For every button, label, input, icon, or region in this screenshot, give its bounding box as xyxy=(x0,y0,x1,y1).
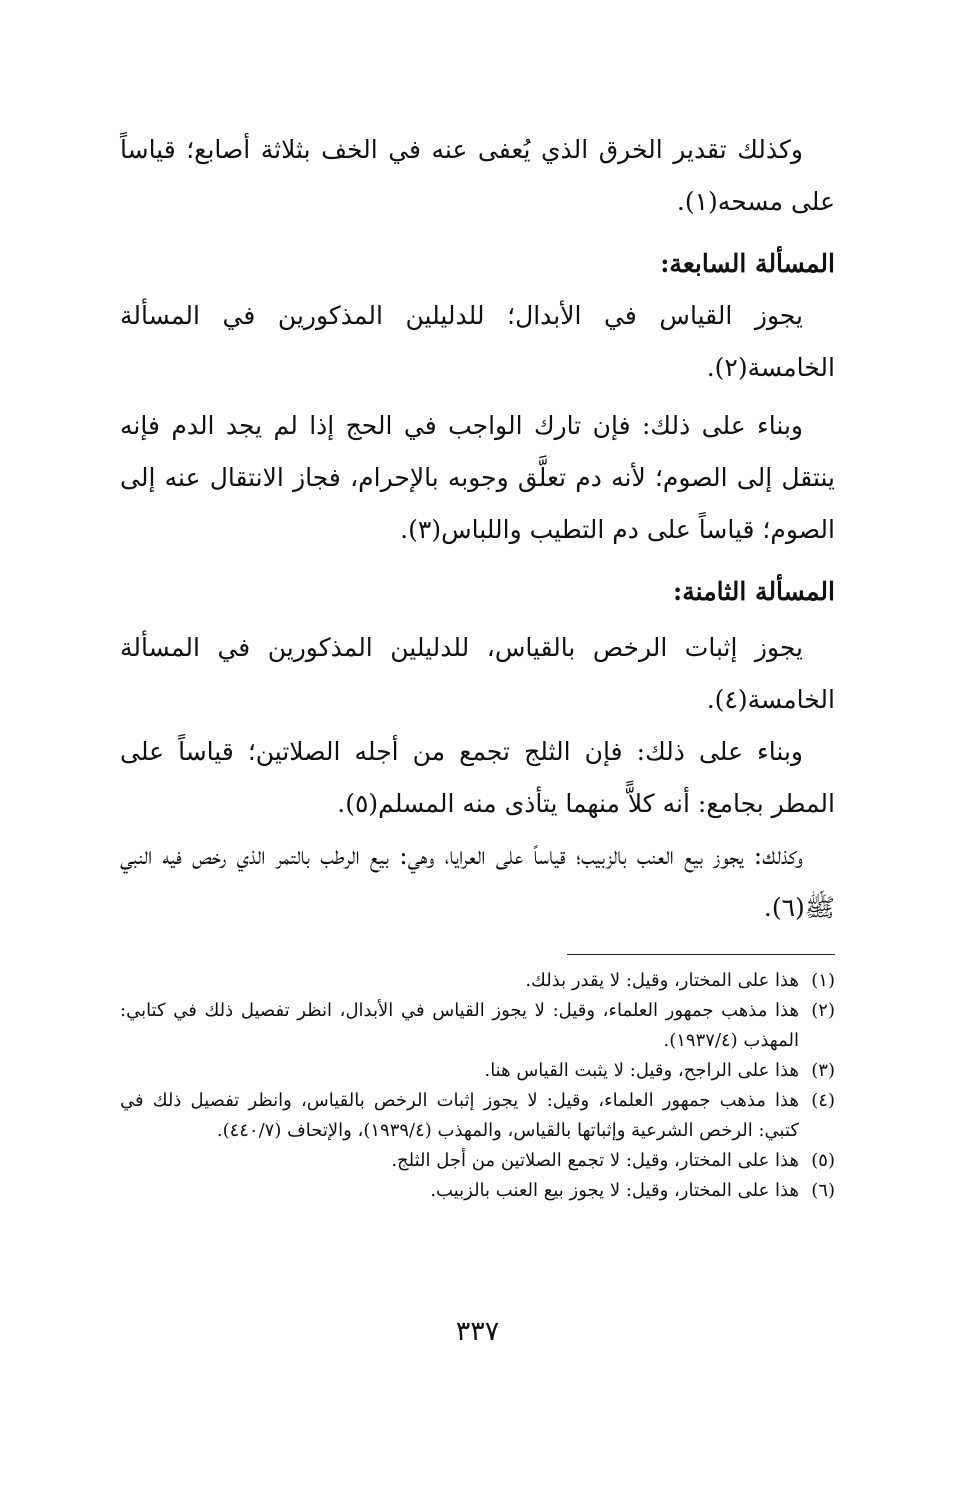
footnote-text: هذا على المختار، وقيل: لا يجوز بيع العنب بالزبيب. xyxy=(430,1180,799,1201)
paragraph-5: وبناء على ذلك: فإن الثلج تجمع من أجله الصلاتين؛ قياساً على المطر بجامع: أنه كلاًّ منهما يتأذى منه المسلم(٥). xyxy=(120,737,835,818)
footnote-1 xyxy=(120,966,835,996)
footnote-3 xyxy=(120,1056,835,1086)
heading-eighth-issue: المسألة الثامنة: xyxy=(673,577,835,606)
footnote-6 xyxy=(120,1176,835,1206)
footnote-number: (٣) xyxy=(811,1060,835,1081)
paragraph-1: وكذلك تقدير الخرق الذي يُعفى عنه في الخف بثلاثة أصابع؛ قياساً على مسحه(١). xyxy=(120,135,835,216)
paragraph-3: وبناء على ذلك: فإن تارك الواجب في الحج إذا لم يجد الدم فإنه ينتقل إلى الصوم؛ لأنه دم تعلَّق وجوبه بالإحرام، فجاز الانتقال عنه إلى الصوم؛ قياساً على دم التطيب واللباس(٣). xyxy=(120,411,835,544)
footnote-text: هذا على الراجح، وقيل: لا يثبت القياس هنا. xyxy=(484,1060,799,1081)
paragraph-2: يجوز القياس في الأبدال؛ للدليلين المذكورين في المسألة الخامسة(٢). xyxy=(120,301,835,382)
footnote-text: هذا على المختار، وقيل: لا يقدر بذلك. xyxy=(525,970,799,991)
footnote-number: (٥) xyxy=(811,1150,835,1171)
paragraph-6: وكذلك: يجوز بيع العنب بالزبيب؛ قياساً على العرايا، وهي: بيع الرطب بالتمر الذي رخص فيه النبي ﷺ(٦). xyxy=(120,841,835,922)
footnote-number: (٢) xyxy=(811,1000,835,1021)
footnote-text: هذا على المختار، وقيل: لا تجمع الصلاتين من أجل الثلج. xyxy=(391,1150,799,1171)
heading-seventh-issue: المسألة السابعة: xyxy=(660,249,835,278)
footnote-number: (٤) xyxy=(811,1090,835,1111)
footnote-5 xyxy=(120,1146,835,1176)
footnote-text: هذا مذهب جمهور العلماء، وقيل: لا يجوز القياس في الأبدال، انظر تفصيل ذلك في كتابي: المهذب (١٩٣٧/٤). xyxy=(120,1000,799,1051)
page-number: ٣٣٧ xyxy=(455,1316,500,1347)
footnote-4 xyxy=(120,1086,835,1146)
paragraph-4: يجوز إثبات الرخص بالقياس، للدليلين المذكورين في المسألة الخامسة(٤). xyxy=(120,633,835,714)
footnote-2 xyxy=(120,996,835,1056)
footnote-text: هذا مذهب جمهور العلماء، وقيل: لا يجوز إثبات الرخص بالقياس، وانظر تفصيل ذلك في كتبي: الرخص الشرعية وإثباتها بالقياس، والمهذب (١٩٣٩/٤)، والإتحاف (٤٤٠/٧). xyxy=(120,1090,799,1141)
footnotes xyxy=(120,966,835,1206)
footnote-number: (١) xyxy=(811,970,835,991)
footnote-separator xyxy=(567,954,835,955)
footnote-number: (٦) xyxy=(811,1180,835,1201)
